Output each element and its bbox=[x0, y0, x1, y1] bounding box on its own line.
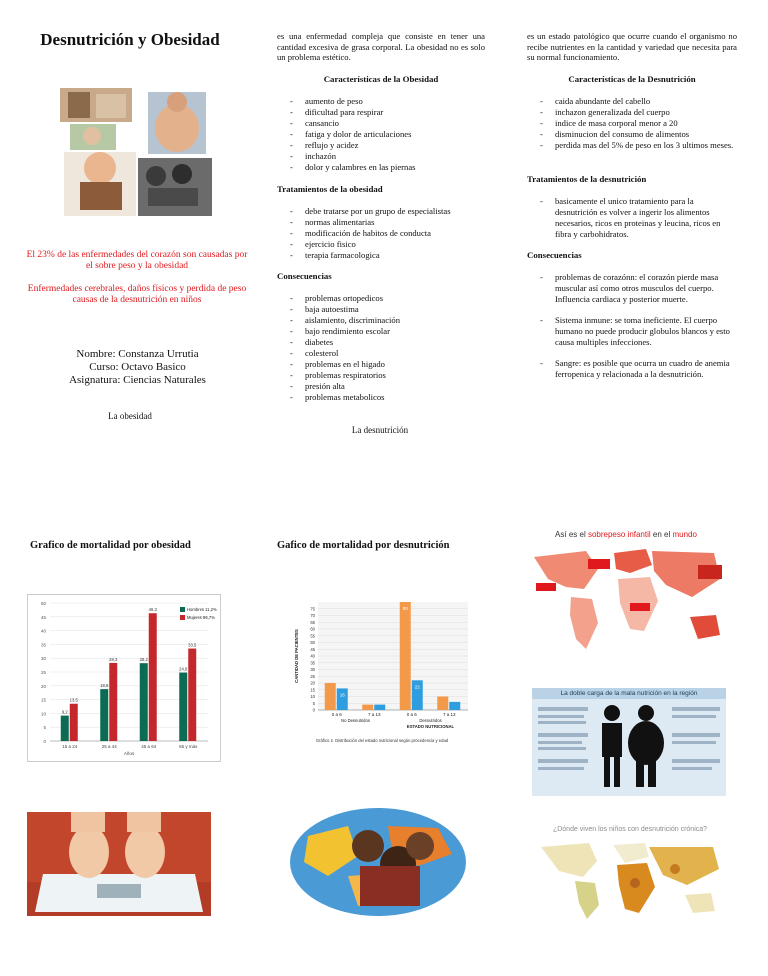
y-tick-label: 70 bbox=[310, 613, 315, 618]
y-tick-label: 10 bbox=[40, 711, 46, 717]
bar-mujeres bbox=[149, 613, 157, 741]
y-tick-label: 15 bbox=[310, 687, 315, 693]
data-label: 16 bbox=[339, 692, 345, 698]
list-item: - inchazón bbox=[277, 151, 487, 162]
list-item: - bajo rendimiento escolar bbox=[277, 326, 487, 337]
list-item: - problemas respiratorios bbox=[277, 370, 487, 381]
bar bbox=[400, 602, 411, 710]
y-tick-label: 5 bbox=[43, 725, 46, 731]
y-tick-label: 75 bbox=[310, 606, 315, 612]
collage-image bbox=[60, 88, 212, 216]
group-label: No Desnutridos bbox=[341, 718, 370, 723]
y-tick-label: 25 bbox=[40, 670, 46, 675]
list-item: - disminucion del consumo de alimentos bbox=[527, 129, 737, 140]
map2-title: ¿Dónde viven los niños con desnutrición crónica? bbox=[552, 826, 708, 833]
list-item: - reflujo y acidez bbox=[277, 140, 487, 151]
malnutrition-features-list bbox=[527, 96, 737, 151]
y-tick-label: 0 bbox=[312, 707, 315, 713]
malnutrition-consequences-heading: Consecuencias bbox=[527, 250, 582, 260]
data-label: 46,3 bbox=[148, 607, 157, 613]
poster-title: La doble carga de la mala nutrición en la región bbox=[532, 688, 726, 699]
list-item: - presión alta bbox=[277, 381, 487, 392]
data-label: 28,2 bbox=[139, 657, 148, 663]
list-item: - Sistema inmune: se toma ineficiente. El cuerpo humano no puede producir globulos blancos y esto causa multiples infecciones. bbox=[527, 315, 737, 348]
y-tick-label: 60 bbox=[310, 626, 315, 632]
obesity-chart-heading: Grafico de mortalidad por obesidad bbox=[30, 540, 191, 551]
bar bbox=[374, 705, 385, 710]
obesity-treatment-heading: Tratamientos de la obesidad bbox=[277, 184, 383, 194]
group-label: Desnutridos bbox=[419, 718, 442, 723]
double-burden-infographic bbox=[532, 688, 726, 796]
bar bbox=[437, 697, 448, 711]
y-tick-label: 20 bbox=[310, 680, 315, 686]
y-tick-label: 40 bbox=[310, 653, 315, 659]
map-title-part: Así es el bbox=[555, 530, 588, 539]
y-tick-label: 45 bbox=[310, 646, 315, 652]
y-tick-label: 10 bbox=[310, 694, 315, 699]
overweight-map-infographic bbox=[526, 530, 726, 664]
y-tick-label: 55 bbox=[310, 633, 315, 639]
y-tick-label: 45 bbox=[40, 614, 46, 620]
list-item: - inchazon generalizada del cuerpo bbox=[527, 107, 737, 118]
obesity-treatment-list bbox=[277, 206, 487, 261]
legend-swatch bbox=[180, 607, 185, 612]
chart-caption: Gráfico 2. Distribución del estado nutricional según procedencia y edad bbox=[315, 738, 449, 743]
x-tick-label: 7 a 13 bbox=[442, 712, 456, 717]
chronic-malnutrition-map-infographic bbox=[535, 826, 725, 926]
list-item: - aislamiento, discriminación bbox=[277, 315, 487, 326]
list-item: - normas alimentarias bbox=[277, 217, 487, 228]
obesity-features-list bbox=[277, 96, 487, 173]
list-item: - perdida mas del 5% de peso en los 3 ultimos meses. bbox=[527, 140, 737, 151]
x-tick-label: 7 a 13 bbox=[367, 712, 381, 717]
x-axis-label: Años bbox=[123, 751, 135, 756]
list-item: - diabetes bbox=[277, 337, 487, 348]
y-tick-label: 25 bbox=[310, 673, 315, 679]
list-item: - dolor y calambres en las piernas bbox=[277, 162, 487, 173]
bar-mujeres bbox=[109, 663, 117, 741]
map-title-part: sobrepeso infantil bbox=[587, 530, 651, 539]
map-title-part: mundo bbox=[672, 530, 697, 539]
malnutrition-treatment-list bbox=[527, 196, 737, 240]
y-tick-label: 5 bbox=[312, 700, 315, 706]
bar-hombres bbox=[61, 716, 69, 741]
malnutrition-chart-heading: Gafico de mortalidad por desnutrición bbox=[277, 540, 450, 551]
malnutrition-world-map-image bbox=[535, 833, 725, 921]
obesity-consequences-list bbox=[277, 293, 487, 403]
list-item: - indice de masa corporal menor a 20 bbox=[527, 118, 737, 129]
list-item: - Sangre: es posible que ocurra un cuadro de anemia ferropenica y relacionada a la desnutrición. bbox=[527, 358, 737, 380]
malnutrition-intro: es un estado patológico que ocurre cuando el organismo no recibe nutrientes en la cantidad y variedad que necesita para su normal funcionamiento. bbox=[527, 31, 737, 62]
list-item: - problemas ortopedicos bbox=[277, 293, 487, 304]
list-item: - basicamente el unico tratamiento para la desnutrición es volver a ingerir los alimentos necesarios, ricos en proteinas y leucina, ricos en fibra y carbohidratos. bbox=[527, 196, 737, 240]
list-item: - colesterol bbox=[277, 348, 487, 359]
x-tick-label: 15 a 24 bbox=[62, 744, 78, 749]
x-tick-label: 45 a 64 bbox=[141, 744, 157, 749]
list-item: - problemas de corazónn: el corazón pierde masa muscular así como otros musculos del cuerpo. Influencia cardiaca y posterior muerte. bbox=[527, 272, 737, 305]
malnutrition-mortality-chart bbox=[288, 594, 476, 750]
legend-label: Hombres 11,2% bbox=[187, 607, 217, 612]
list-item: - debe tratarse por un grupo de especialistas bbox=[277, 206, 487, 217]
data-label: 80 bbox=[402, 606, 408, 611]
obesity-features-heading: Características de la Obesidad bbox=[323, 74, 439, 84]
x-axis-label: ESTADO NUTRICIONAL bbox=[406, 724, 455, 729]
malnutrition-caption: La desnutrición bbox=[351, 425, 409, 435]
data-label: 18,8 bbox=[100, 683, 109, 689]
feet-on-scale-photo bbox=[27, 812, 211, 916]
student-name: Nombre: Constanza Urrutia bbox=[76, 348, 199, 360]
list-item: - modificación de habitos de conducta bbox=[277, 228, 487, 239]
list-item: - fatiga y dolor de articulaciones bbox=[277, 129, 487, 140]
list-item: - baja autoestima bbox=[277, 304, 487, 315]
list-item: - dificultad para respirar bbox=[277, 107, 487, 118]
list-item: - cansancio bbox=[277, 118, 487, 129]
x-tick-label: 0 a 6 bbox=[331, 712, 342, 717]
list-item: - aumento de peso bbox=[277, 96, 487, 107]
heart-disease-note: El 23% de las enfermedades del corazón son causadas por el sobre peso y la obesidad bbox=[26, 250, 248, 271]
x-tick-label: 0 a 6 bbox=[406, 712, 417, 717]
bar-hombres bbox=[179, 673, 187, 741]
y-tick-label: 30 bbox=[310, 667, 315, 672]
y-tick-label: 65 bbox=[310, 619, 315, 625]
data-label: 13,5 bbox=[69, 697, 78, 703]
bar bbox=[325, 683, 336, 710]
obesity-consequences-heading: Consecuencias bbox=[277, 271, 332, 281]
malnutrition-features-heading: Características de la Desnutrición bbox=[568, 74, 696, 84]
list-item: - problemas en el higado bbox=[277, 359, 487, 370]
data-label: 9,2 bbox=[61, 709, 68, 715]
legend-swatch bbox=[180, 615, 185, 620]
list-item: - problemas metabolicos bbox=[277, 392, 487, 403]
list-item: - caida abundante del cabello bbox=[527, 96, 737, 107]
y-tick-label: 50 bbox=[40, 601, 46, 606]
bar-hombres bbox=[140, 663, 148, 741]
y-tick-label: 0 bbox=[43, 739, 46, 744]
map-title-part: en el bbox=[650, 530, 673, 539]
malnutrition-treatment-heading: Tratamientos de la desnutrición bbox=[527, 174, 647, 184]
subject: Asignatura: Ciencias Naturales bbox=[69, 374, 206, 386]
y-tick-label: 40 bbox=[40, 628, 46, 634]
page-title: Desnutrición y Obesidad bbox=[40, 30, 220, 49]
bar-mujeres bbox=[70, 704, 78, 741]
course: Curso: Octavo Basico bbox=[89, 361, 186, 373]
legend-label: Mujeres 86,7% bbox=[187, 615, 215, 620]
data-label: 33,5 bbox=[188, 642, 197, 648]
y-tick-label: 35 bbox=[310, 660, 315, 666]
bar bbox=[362, 705, 373, 710]
list-item: - terapia farmacologica bbox=[277, 250, 487, 261]
data-label: 28,3 bbox=[109, 656, 118, 662]
malnutrition-note: Enfermedades cerebrales, daños físicos y perdida de peso causas de la desnutrición en niños bbox=[27, 284, 247, 305]
y-tick-label: 35 bbox=[40, 642, 46, 648]
obesity-caption: La obesidad bbox=[108, 411, 152, 421]
y-tick-label: 50 bbox=[310, 640, 315, 645]
x-tick-label: 65 y más bbox=[179, 744, 198, 749]
y-axis-label: CANTIDAD DE PACIENTES bbox=[294, 629, 299, 683]
bar-mujeres bbox=[188, 649, 196, 741]
malnutrition-consequences-list bbox=[527, 272, 737, 380]
x-tick-label: 25 a 44 bbox=[101, 744, 117, 749]
bar bbox=[449, 702, 460, 710]
obesity-mortality-chart bbox=[27, 594, 221, 762]
malnourished-children-map-image bbox=[288, 806, 468, 918]
y-tick-label: 15 bbox=[40, 697, 46, 703]
bar-hombres bbox=[100, 689, 108, 741]
world-map-image bbox=[526, 539, 726, 659]
data-label: 24,8 bbox=[179, 666, 188, 672]
student-info bbox=[30, 348, 245, 387]
silhouettes-image bbox=[532, 699, 726, 795]
y-tick-label: 20 bbox=[40, 683, 46, 689]
data-label: 22 bbox=[414, 684, 420, 690]
list-item: - ejercicio fisico bbox=[277, 239, 487, 250]
obesity-intro: es una enfermedad compleja que consiste en tener una cantidad excesiva de grasa corporal. La obesidad no es solo un problema estético. bbox=[277, 31, 485, 62]
y-tick-label: 30 bbox=[40, 656, 46, 662]
